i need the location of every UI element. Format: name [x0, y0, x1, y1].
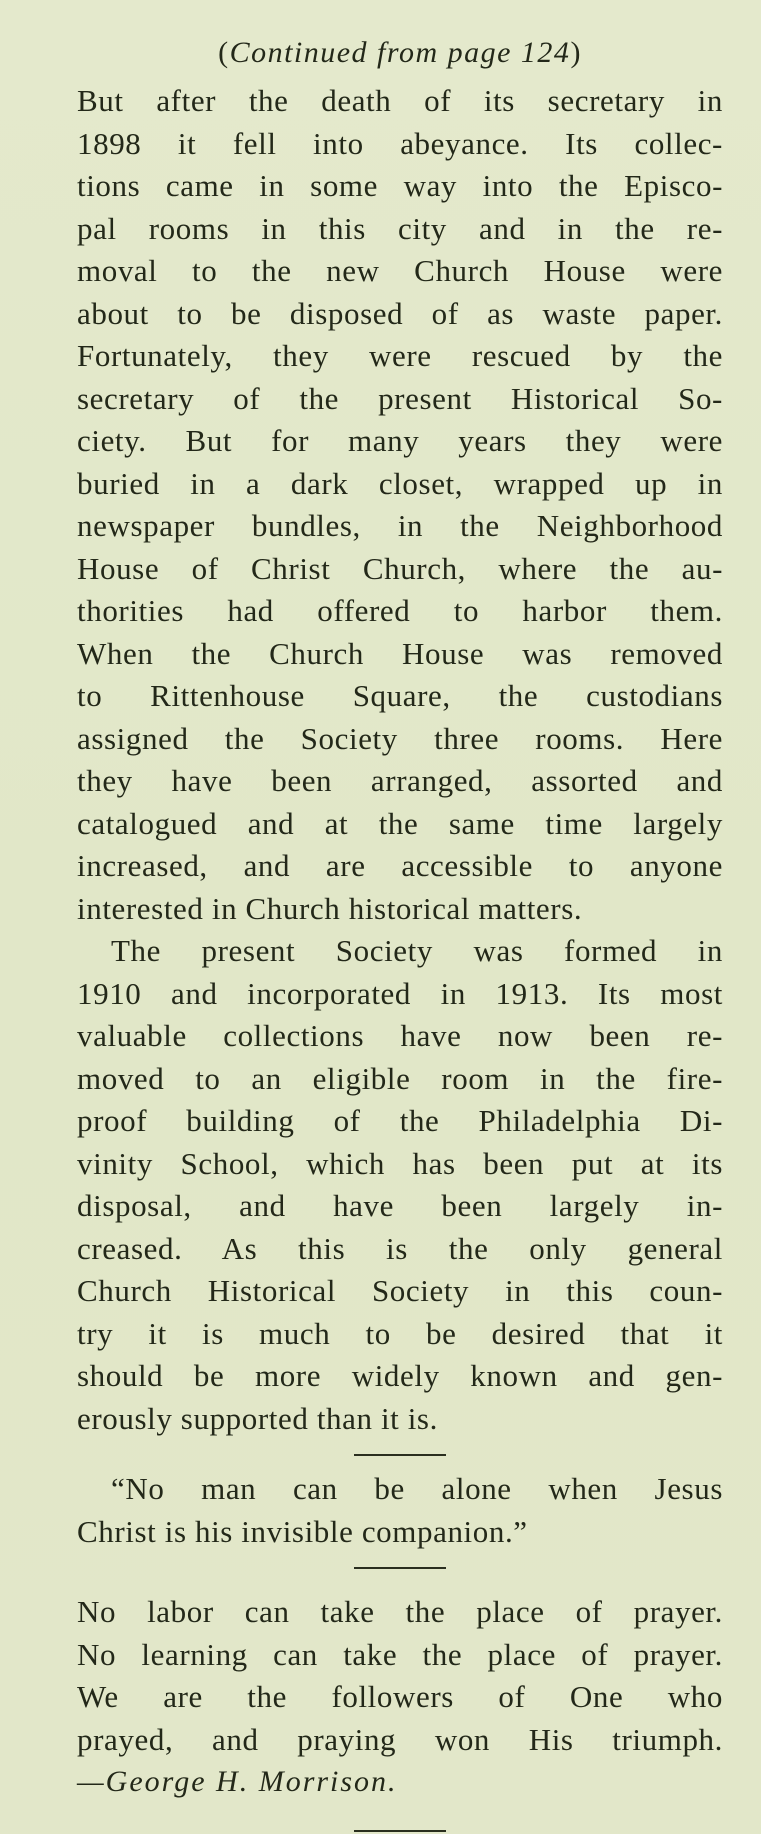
paragraph-present-society [77, 930, 723, 1440]
prayer-line: No labor can take the place of prayer. [77, 1594, 723, 1629]
paragraph-line: When the Church House was removed [77, 635, 723, 671]
quote-block [77, 1468, 723, 1553]
paragraph-line: interested in Church historical matters. [77, 890, 583, 926]
paragraph-line: buried in a dark closet, wrapped up in [77, 465, 723, 501]
paragraph-line: about to be disposed of as waste paper. [77, 295, 723, 331]
paragraph-line: disposal, and have been largely in- [77, 1188, 723, 1223]
paragraph-line: 1910 and incorporated in 1913. Its most [77, 975, 723, 1011]
paragraph-line: thorities had offered to harbor them. [77, 593, 723, 628]
paragraph-line: erously supported than it is. [77, 1400, 438, 1436]
prayer-line: No learning can take the place of prayer. [77, 1636, 723, 1672]
paragraph-line: Church Historical Society in this coun- [77, 1273, 723, 1308]
paragraph-line: proof building of the Philadelphia Di- [77, 1103, 723, 1138]
paragraph-line: ciety. But for many years they were [77, 423, 723, 458]
paragraph-line: newspaper bundles, in the Neighborhood [77, 508, 723, 543]
paragraph-line: valuable collections have now been re- [77, 1018, 723, 1053]
paragraph-line: moval to the new Church House were [77, 253, 723, 288]
text-column [77, 28, 723, 1832]
paragraph-line: try it is much to be desired that it [77, 1315, 723, 1351]
divider-rule [354, 1567, 446, 1569]
paragraph-line: pal rooms in this city and in the re- [77, 210, 723, 246]
continued-note [77, 28, 723, 78]
paragraph-line: vinity School, which has been put at its [77, 1145, 723, 1181]
paragraph-line: But after the death of its secretary in [77, 83, 723, 118]
paragraph-line: tions came in some way into the Episco- [77, 168, 723, 203]
quote-line: “No man can be alone when Jesus [111, 1471, 723, 1506]
paragraph-line: increased, and are accessible to anyone [77, 848, 723, 883]
quote-line: Christ is his invisible companion.” [77, 1513, 528, 1549]
paragraph-line: The present Society was formed in [111, 933, 723, 968]
paragraph-line: House of Christ Church, where the au- [77, 550, 723, 586]
paragraph-line: should be more widely known and gen- [77, 1358, 723, 1393]
divider-rule [354, 1830, 446, 1832]
prayer-block [77, 1591, 723, 1804]
paragraph-line: 1898 it fell into abeyance. Its collec- [77, 125, 723, 161]
paragraph-line: creased. As this is the only general [77, 1230, 723, 1266]
paragraph-history [77, 80, 723, 930]
continued-close-paren: ) [570, 36, 582, 69]
paragraph-line: catalogued and at the same time largely [77, 805, 723, 841]
paragraph-line: to Rittenhouse Square, the custodians [77, 678, 723, 713]
paragraph-line: Fortunately, they were rescued by the [77, 338, 723, 373]
paragraph-line: secretary of the present Historical So- [77, 380, 723, 416]
paragraph-line: they have been arranged, assorted and [77, 763, 723, 798]
divider-rule [354, 1454, 446, 1456]
prayer-line: We are the followers of One who [77, 1679, 723, 1714]
continued-open-paren: ( [218, 36, 230, 69]
attribution: —George H. Morrison. [77, 1765, 398, 1798]
continued-text: Continued from page 124 [229, 36, 571, 69]
paragraph-line: moved to an eligible room in the fire- [77, 1060, 723, 1096]
prayer-line: prayed, and praying won His triumph. [77, 1721, 723, 1757]
paragraph-line: assigned the Society three rooms. Here [77, 720, 723, 756]
